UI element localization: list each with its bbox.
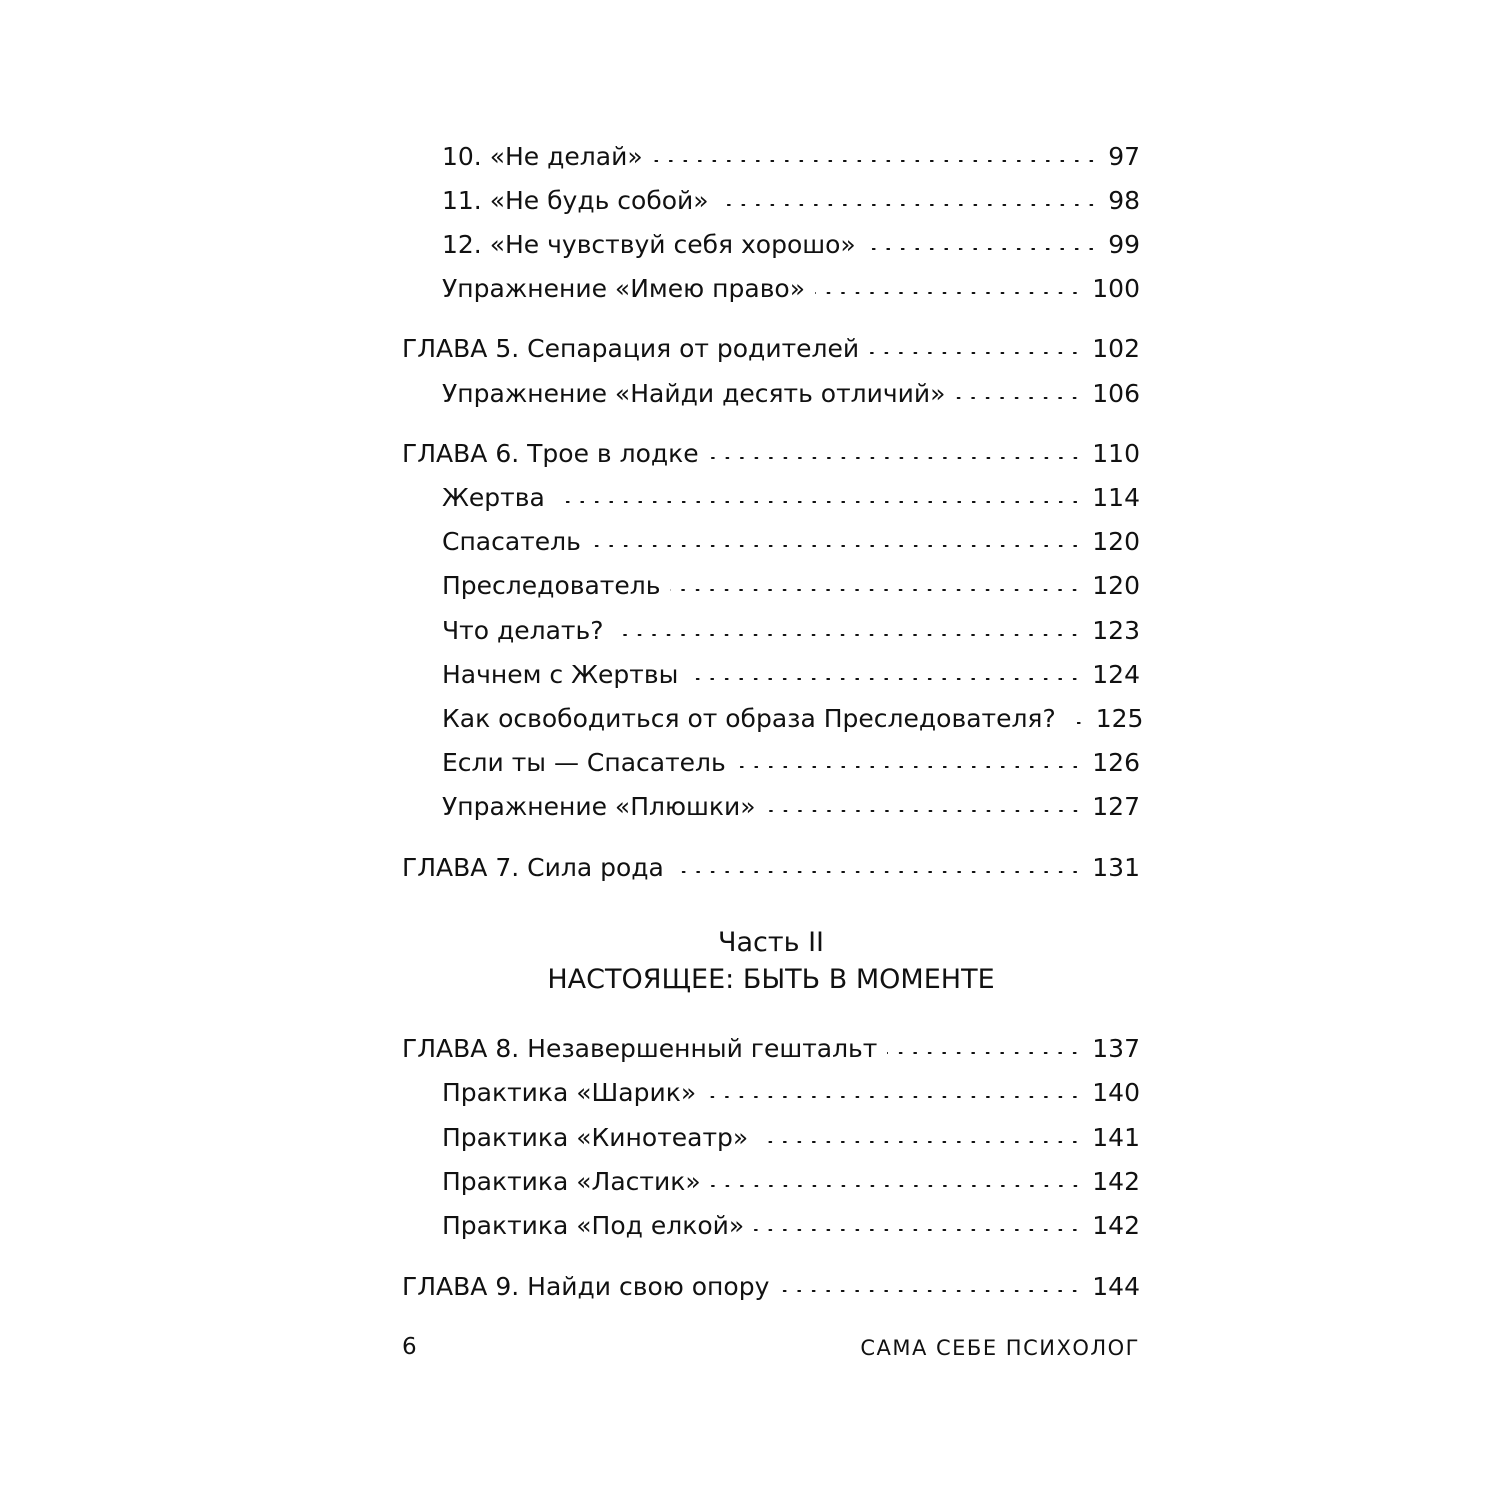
- toc-entry-title: Практика «Ластик»: [442, 1167, 701, 1196]
- toc-entry-title: Как освободиться от образа Преследователя?: [442, 704, 1056, 733]
- toc-entry-page: 131: [1092, 853, 1140, 882]
- toc-entry-page: 127: [1092, 792, 1140, 821]
- toc-entry-page: 114: [1092, 483, 1140, 512]
- toc-dot-leader: [653, 160, 1099, 162]
- toc-entry-title: ГЛАВА 6. Трое в лодке: [402, 439, 699, 468]
- toc-entry-title: Жертва: [442, 483, 545, 512]
- toc-dot-leader: [613, 634, 1082, 636]
- toc-dot-leader: [866, 248, 1098, 250]
- toc-entry-title: Практика «Кинотеатр»: [442, 1123, 749, 1152]
- toc-entry-page: 123: [1092, 616, 1140, 645]
- toc-entry-page: 120: [1092, 527, 1140, 556]
- toc-dot-leader: [736, 766, 1083, 768]
- toc-dot-leader: [754, 1229, 1082, 1231]
- toc-dot-leader: [555, 501, 1082, 503]
- toc-dot-leader: [766, 810, 1083, 812]
- toc-entry: [442, 1164, 1140, 1200]
- toc-entry-title: Преследователь: [442, 571, 661, 600]
- part-title: НАСТОЯЩЕЕ: БЫТЬ В МОМЕНТЕ: [547, 964, 995, 995]
- toc-entry: [442, 1120, 1140, 1156]
- toc-entry: [442, 227, 1140, 263]
- toc-entry: [442, 657, 1140, 693]
- toc-entry: [442, 139, 1140, 175]
- toc-dot-leader: [1066, 722, 1086, 724]
- toc-entry-page: 102: [1092, 334, 1140, 363]
- toc-entry-title: 10. «Не делай»: [442, 142, 643, 171]
- part-label: Часть II: [717, 927, 825, 958]
- toc-dot-leader: [674, 871, 1082, 873]
- toc-dot-leader: [688, 678, 1082, 680]
- toc-dot-leader: [591, 545, 1082, 547]
- toc-entry-page: 142: [1092, 1211, 1140, 1240]
- toc-dot-leader: [955, 397, 1082, 399]
- toc-dot-leader: [709, 457, 1083, 459]
- toc-entry-page: 124: [1092, 660, 1140, 689]
- page-number: 6: [402, 1334, 417, 1360]
- toc-entry-page: 144: [1092, 1272, 1140, 1301]
- toc-dot-leader: [815, 292, 1082, 294]
- toc-entry-page: 137: [1092, 1034, 1140, 1063]
- toc-entry-page: 106: [1092, 379, 1140, 408]
- toc-entry-page: 142: [1092, 1167, 1140, 1196]
- toc-entry-title: Спасатель: [442, 527, 581, 556]
- toc-entry-page: 141: [1092, 1123, 1140, 1152]
- toc-entry-title: Что делать?: [442, 616, 604, 645]
- toc-entry-title: ГЛАВА 8. Незавершенный гештальт: [402, 1034, 878, 1063]
- toc-entry-page: 99: [1108, 230, 1140, 259]
- toc-entry-title: ГЛАВА 7. Сила рода: [402, 853, 664, 882]
- toc-dot-leader: [711, 1185, 1083, 1187]
- toc-entry: [442, 376, 1140, 412]
- toc-entry-page: 100: [1092, 274, 1140, 303]
- toc-entry: [442, 183, 1140, 219]
- toc-chapter-entry: [402, 1269, 1140, 1305]
- running-footer-title: САМА СЕБЕ ПСИХОЛОГ: [860, 1336, 1140, 1360]
- toc-dot-leader: [779, 1290, 1082, 1292]
- toc-entry-title: Если ты — Спасатель: [442, 748, 726, 777]
- toc-entry-page: 126: [1092, 748, 1140, 777]
- toc-entry-title: ГЛАВА 5. Сепарация от родителей: [402, 334, 860, 363]
- toc-entry: [442, 745, 1140, 781]
- toc-dot-leader: [719, 204, 1099, 206]
- toc-entry: [442, 1075, 1140, 1111]
- toc-entry: [442, 613, 1140, 649]
- toc-dot-leader: [670, 589, 1082, 591]
- toc-entry: [442, 701, 1144, 737]
- toc-entry: [442, 789, 1140, 825]
- toc-entry-page: 110: [1092, 439, 1140, 468]
- toc-chapter-entry: [402, 1031, 1140, 1067]
- toc-entry-title: Упражнение «Найди десять отличий»: [442, 379, 946, 408]
- toc-entry: [442, 524, 1140, 560]
- toc-entry: [442, 271, 1140, 307]
- toc-entry: [442, 1208, 1140, 1244]
- toc-entry-title: Практика «Под елкой»: [442, 1211, 745, 1240]
- toc-dot-leader: [869, 352, 1082, 354]
- toc-entry-page: 98: [1108, 186, 1140, 215]
- toc-entry-title: Практика «Шарик»: [442, 1078, 697, 1107]
- toc-entry-title: Начнем с Жертвы: [442, 660, 679, 689]
- toc-entry-title: 12. «Не чувствуй себя хорошо»: [442, 230, 856, 259]
- toc-entry-title: 11. «Не будь собой»: [442, 186, 709, 215]
- toc-entry-title: Упражнение «Плюшки»: [442, 792, 756, 821]
- toc-entry-title: Упражнение «Имею право»: [442, 274, 806, 303]
- toc-entry-page: 97: [1108, 142, 1140, 171]
- toc-chapter-entry: [402, 331, 1140, 367]
- toc-entry-page: 120: [1092, 571, 1140, 600]
- toc-entry-title: ГЛАВА 9. Найди свою опору: [402, 1272, 770, 1301]
- toc-entry-page: 125: [1095, 704, 1144, 733]
- toc-dot-leader: [706, 1096, 1082, 1098]
- toc-chapter-entry: [402, 436, 1140, 472]
- toc-dot-leader: [887, 1052, 1082, 1054]
- toc-entry-page: 140: [1092, 1078, 1140, 1107]
- toc-entry: [442, 568, 1140, 604]
- toc-dot-leader: [758, 1141, 1082, 1143]
- toc-entry: [442, 480, 1140, 516]
- toc-chapter-entry: [402, 850, 1140, 886]
